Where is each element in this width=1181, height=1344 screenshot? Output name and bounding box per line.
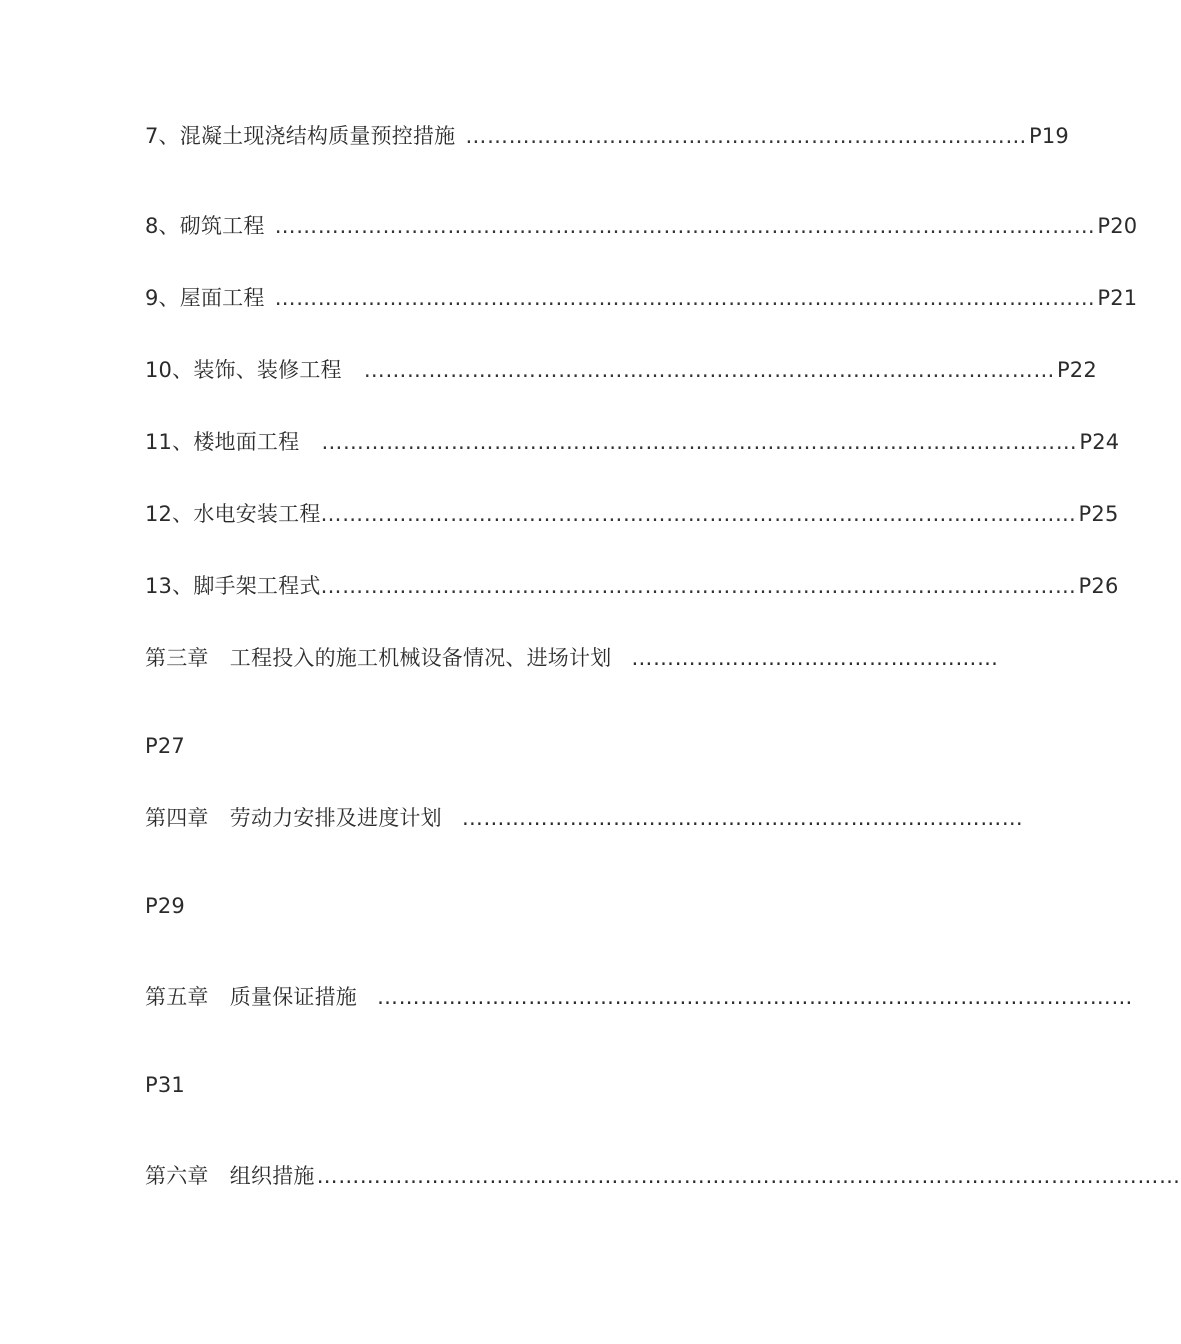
leader-dots: ……………………………………………………………………………………………	[320, 502, 1077, 526]
toc-chapter-label: 第五章 质量保证措施	[145, 985, 357, 1009]
toc-item	[145, 428, 1120, 456]
toc-page-number: P27	[145, 734, 185, 758]
toc-item	[145, 212, 1138, 240]
toc-page-number: P29	[145, 894, 185, 918]
toc-item-label: 13、脚手架工程式	[145, 574, 321, 598]
toc-item	[145, 500, 1119, 528]
toc-chapter-label: 第四章 劳动力安排及进度计划	[145, 806, 442, 830]
toc-item-label: 11、楼地面工程	[145, 430, 300, 454]
toc-item	[145, 356, 1097, 384]
leader-dots: ……………………………………………………………………………………………………	[274, 214, 1096, 238]
toc-chapter	[145, 983, 1133, 1011]
leader-dots: ……………………………………………………………………………………………	[321, 430, 1078, 454]
toc-item-label: 9、屋面工程	[145, 286, 265, 310]
toc-page-number: P19	[1028, 124, 1069, 148]
toc-chapter	[145, 1162, 1181, 1190]
leader-dots: ……………………………………………………………………	[461, 806, 1024, 830]
toc-item	[145, 284, 1138, 312]
toc-item-label: 10、装饰、装修工程	[145, 358, 342, 382]
leader-dots: ……………………………………………	[631, 646, 999, 670]
toc-chapter	[145, 644, 999, 672]
toc-item-label: 8、砌筑工程	[145, 214, 265, 238]
leader-dots: ……………………………………………………………………………………………………	[274, 286, 1096, 310]
toc-chapter	[145, 804, 1024, 832]
toc-page-number: P21	[1097, 286, 1138, 310]
toc-page-number: P25	[1078, 502, 1119, 526]
toc-page-number: P24	[1079, 430, 1120, 454]
toc-page-number: P31	[145, 1073, 185, 1097]
toc-page-number: P20	[1097, 214, 1138, 238]
toc-item	[145, 572, 1119, 600]
toc-item-label: 7、混凝土现浇结构质量预控措施	[145, 124, 456, 148]
leader-dots: ……………………………………………………………………	[465, 124, 1027, 148]
leader-dots: …………………………………………………………………………………………………………	[316, 1164, 1181, 1188]
toc-chapter-label: 第六章 组织措施	[145, 1164, 315, 1188]
toc-page-number: P22	[1056, 358, 1097, 382]
toc-item-label: 12、水电安装工程	[145, 502, 321, 526]
leader-dots: ……………………………………………………………………………………………	[320, 574, 1077, 598]
leader-dots: ……………………………………………………………………………………………	[377, 985, 1133, 1009]
toc-page-number: P26	[1078, 574, 1119, 598]
leader-dots: ……………………………………………………………………………………	[363, 358, 1055, 382]
toc-item	[145, 122, 1069, 150]
toc-chapter-label: 第三章 工程投入的施工机械设备情况、进场计划	[145, 646, 612, 670]
